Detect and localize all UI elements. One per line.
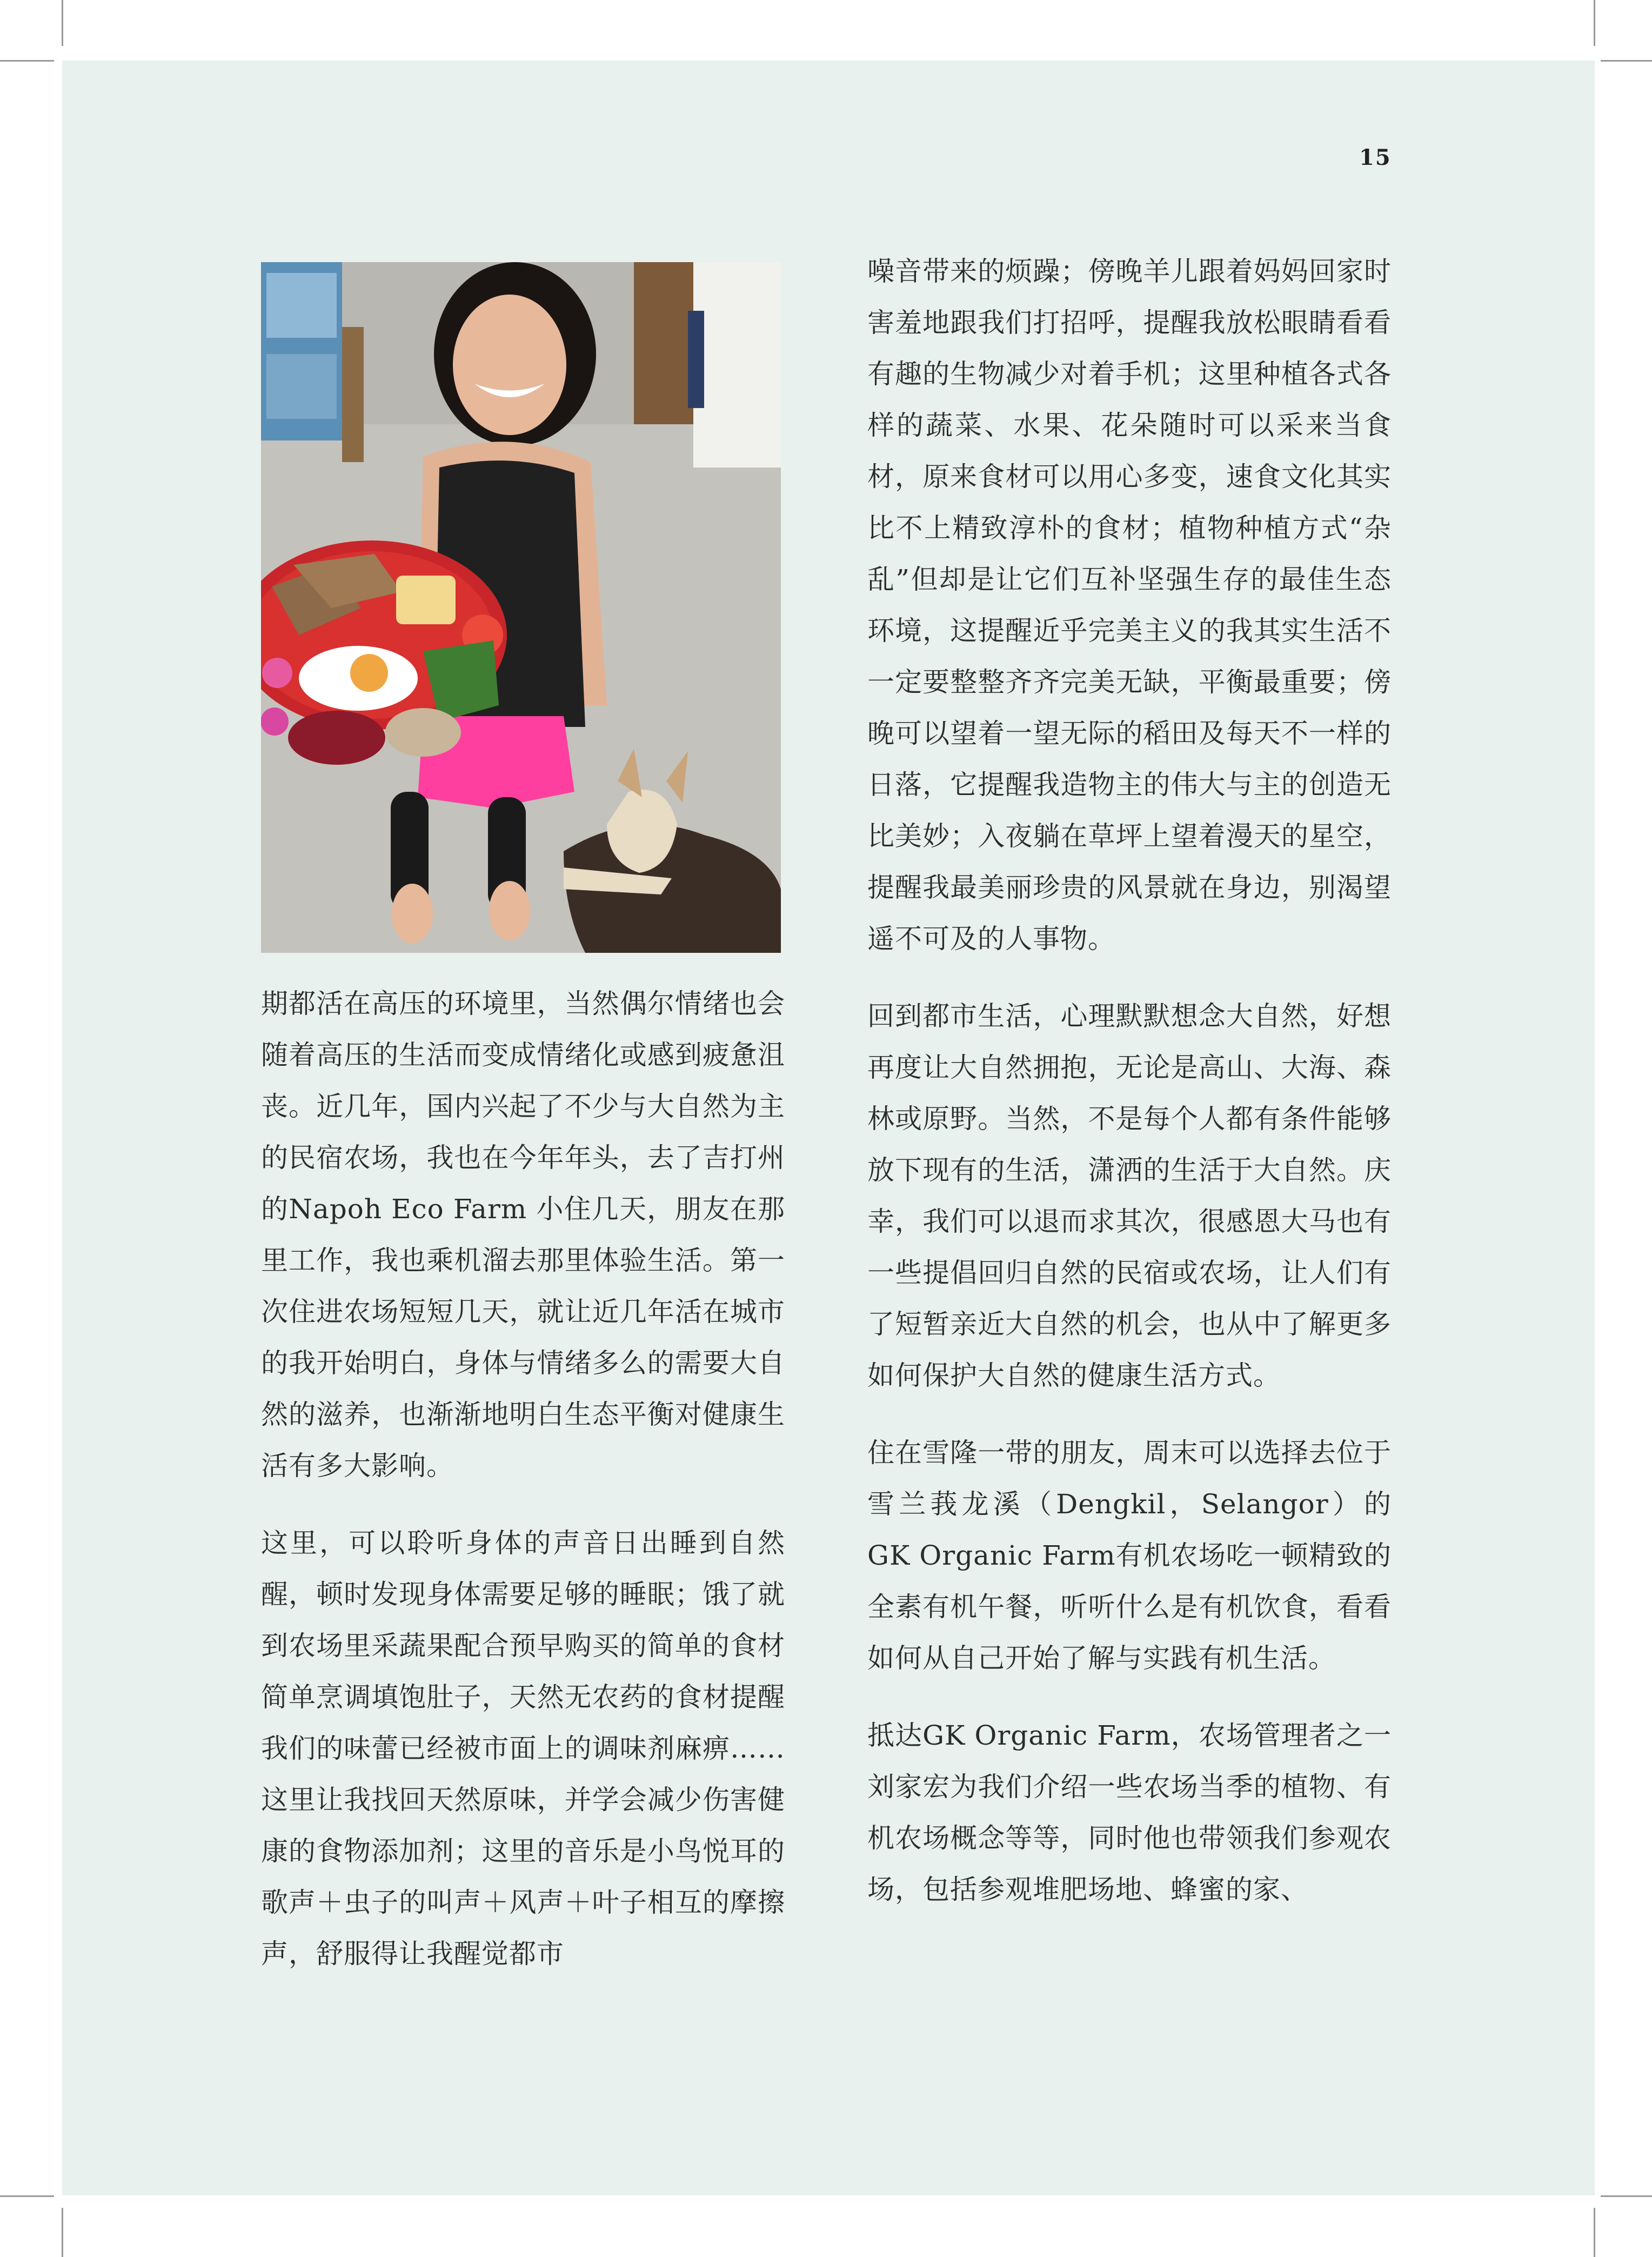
crop-mark-bottom-right-vertical	[1594, 2208, 1595, 2257]
right-paragraph-4: 抵达GK Organic Farm，农场管理者之一刘家宏为我们介绍一些农场当季的植物、有机农场概念等等，同时他也带领我们参观农场，包括参观堆肥场地、蜂蜜的家、	[867, 1720, 1392, 1905]
right-text-column	[867, 246, 1392, 1941]
page-number: 15	[1359, 145, 1392, 170]
crop-mark-bottom-right-horizontal	[1601, 2195, 1652, 2197]
crop-mark-top-left-horizontal	[0, 60, 54, 62]
crop-mark-top-left-vertical	[62, 0, 63, 46]
crop-mark-bottom-left-vertical	[62, 2208, 63, 2257]
left-text-column	[261, 978, 785, 2006]
right-paragraph-2: 回到都市生活，心理默默想念大自然，好想再度让大自然拥抱，无论是高山、大海、森林或原野。当然，不是每个人都有条件能够放下现有的生活，潇洒的生活于大自然。庆幸，我们可以退而求其次，很感恩大马也有一些提倡回归自然的民宿或农场，让人们有了短暂亲近大自然的机会，也从中了解更多如何保护大自然的健康生活方式。	[867, 1000, 1392, 1391]
crop-mark-bottom-left-horizontal	[0, 2195, 54, 2197]
photo-woman-holding-plate	[261, 262, 781, 953]
crop-mark-top-right-horizontal	[1601, 60, 1652, 62]
right-paragraph-1: 噪音带来的烦躁；傍晚羊儿跟着妈妈回家时害羞地跟我们打招呼，提醒我放松眼睛看看有趣的生物减少对着手机；这里种植各式各样的蔬菜、水果、花朵随时可以采来当食材，原来食材可以用心多变，速食文化其实比不上精致淳朴的食材；植物种植方式“杂乱”但却是让它们互补坚强生存的最佳生态环境，这提醒近乎完美主义的我其实生活不一定要整整齐齐完美无缺，平衡最重要；傍晚可以望着一望无际的稻田及每天不一样的日落，它提醒我造物主的伟大与主的创造无比美妙；入夜躺在草坪上望着漫天的星空，提醒我最美丽珍贵的风景就在身边，别渴望遥不可及的人事物。	[867, 256, 1392, 954]
left-paragraph-2: 这里，可以聆听身体的声音日出睡到自然醒，顿时发现身体需要足够的睡眠；饿了就到农场里采蔬果配合预早购买的简单的食材简单烹调填饱肚子，天然无农药的食材提醒我们的味蕾已经被市面上的调味剂麻痹……这里让我找回天然原味，并学会减少伤害健康的食物添加剂；这里的音乐是小鸟悦耳的歌声＋虫子的叫声＋风声＋叶子相互的摩擦声，舒服得让我醒觉都市	[261, 1527, 785, 1969]
right-paragraph-3: 住在雪隆一带的朋友，周末可以选择去位于雪兰莪龙溪（Dengkil，Selangor）的GK Organic Farm有机农场吃一顿精致的全素有机午餐，听听什么是有机饮食，看看如何从自己开始了解与实践有机生活。	[867, 1437, 1392, 1674]
left-paragraph-1: 期都活在高压的环境里，当然偶尔情绪也会随着高压的生活而变成情绪化或感到疲惫沮丧。近几年，国内兴起了不少与大自然为主的民宿农场，我也在今年年头，去了吉打州的Napoh Eco Farm 小住几天，朋友在那里工作，我也乘机溜去那里体验生活。第一次住进农场短短几天，就让近几年活在城市的我开始明白，身体与情绪多么的需要大自然的滋养，也渐渐地明白生态平衡对健康生活有多大影响。	[261, 988, 785, 1481]
crop-mark-top-right-vertical	[1594, 0, 1595, 46]
